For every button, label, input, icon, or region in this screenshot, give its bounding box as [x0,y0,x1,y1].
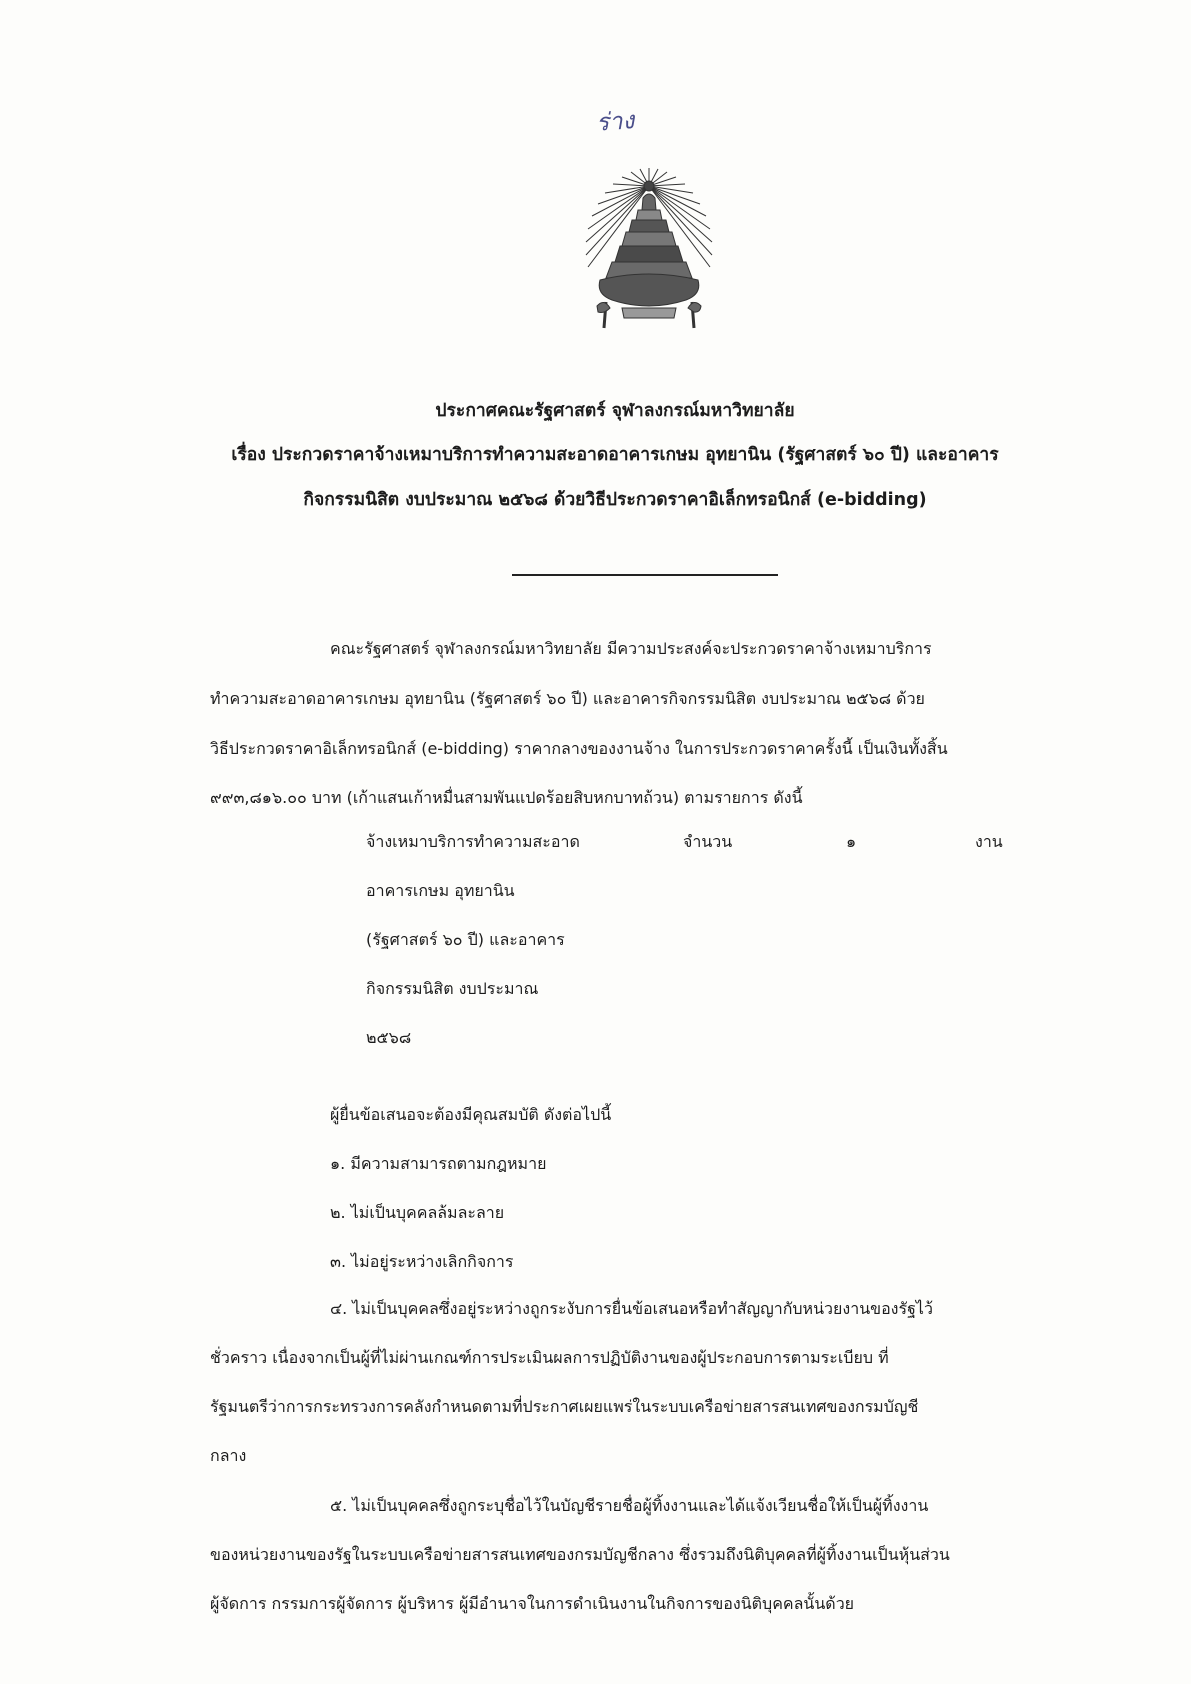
qualification-item: ๒. ไม่เป็นบุคคลล้มละลาย [330,1203,505,1222]
announcement-subject-line1: เรื่อง ประกวดราคาจ้างเหมาบริการทำความสะอาดอาคารเกษม อุทยานิน (รัฐศาสตร์ ๖๐ ปี) และอาคาร [231,445,999,465]
qualification-item: รัฐมนตรีว่าการกระทรวงการคลังกำหนดตามที่ประกาศเผยแพร่ในระบบเครือข่ายสารสนเทศของกรมบัญชี [210,1397,919,1416]
qualification-item: ผู้จัดการ กรรมการผู้จัดการ ผู้บริหาร ผู้มีอำนาจในการดำเนินงานในกิจการของนิติบุคคลนั้นด้วย [210,1594,855,1613]
qualification-item: ของหน่วยงานของรัฐในระบบเครือข่ายสารสนเทศของกรมบัญชีกลาง ซึ่งรวมถึงนิติบุคคลที่ผู้ทิ้งงานเป็นหุ้นส่วน [210,1545,950,1564]
item-quantity-label: จำนวน [683,832,733,851]
qualification-item: กลาง [210,1446,247,1465]
intro-line: วิธีประกวดราคาอิเล็กทรอนิกส์ (e-bidding) ราคากลางของงานจ้าง ในการประกวดราคาครั้งนี้ เป็นเงินทั้งสิ้น [210,739,948,758]
qualification-item: ๓. ไม่อยู่ระหว่างเลิกกิจการ [330,1252,514,1271]
intro-line: ทำความสะอาดอาคารเกษม อุทยานิน (รัฐศาสตร์ ๖๐ ปี) และอาคารกิจกรรมนิสิต งบประมาณ ๒๕๖๘ ด้วย [210,689,925,708]
intro-line: คณะรัฐศาสตร์ จุฬาลงกรณ์มหาวิทยาลัย มีความประสงค์จะประกวดราคาจ้างเหมาบริการ [330,639,932,658]
item-description-line: อาคารเกษม อุทยานิน [366,881,515,900]
title-divider [512,574,778,576]
item-description-line: (รัฐศาสตร์ ๖๐ ปี) และอาคาร [366,930,565,949]
qualification-item: ชั่วคราว เนื่องจากเป็นผู้ที่ไม่ผ่านเกณฑ์การประเมินผลการปฏิบัติงานของผู้ประกอบการตามระเบียบ ที่ [210,1348,889,1367]
announcement-title: ประกาศคณะรัฐศาสตร์ จุฬาลงกรณ์มหาวิทยาลัย [435,401,795,421]
qualification-item: ๔. ไม่เป็นบุคคลซึ่งอยู่ระหว่างถูกระงับการยื่นข้อเสนอหรือทำสัญญากับหน่วยงานของรัฐไว้ [330,1299,933,1318]
item-quantity-value: ๑ [846,832,857,851]
qualifications-heading: ผู้ยื่นข้อเสนอจะต้องมีคุณสมบัติ ดังต่อไปนี้ [330,1105,612,1124]
handwritten-draft-note: ร่าง [595,106,636,137]
qualification-item: ๕. ไม่เป็นบุคคลซึ่งถูกระบุชื่อไว้ในบัญชีรายชื่อผู้ทิ้งงานและได้แจ้งเวียนชื่อให้เป็นผู้ทิ้งงาน [330,1496,929,1515]
intro-line: ๙๙๓,๘๑๖.๐๐ บาท (เก้าแสนเก้าหมื่นสามพันแปดร้อยสิบหกบาทถ้วน) ตามรายการ ดังนี้ [210,788,803,807]
university-emblem [582,168,716,346]
announcement-subject-line2: กิจกรรมนิสิต งบประมาณ ๒๕๖๘ ด้วยวิธีประกวดราคาอิเล็กทรอนิกส์ (e-bidding) [303,490,927,510]
qualification-item: ๑. มีความสามารถตามกฎหมาย [330,1154,547,1173]
item-description-line: ๒๕๖๘ [366,1028,412,1047]
item-description-line: กิจกรรมนิสิต งบประมาณ [366,979,539,998]
item-description-line: จ้างเหมาบริการทำความสะอาด [366,832,580,851]
item-unit: งาน [975,832,1003,851]
